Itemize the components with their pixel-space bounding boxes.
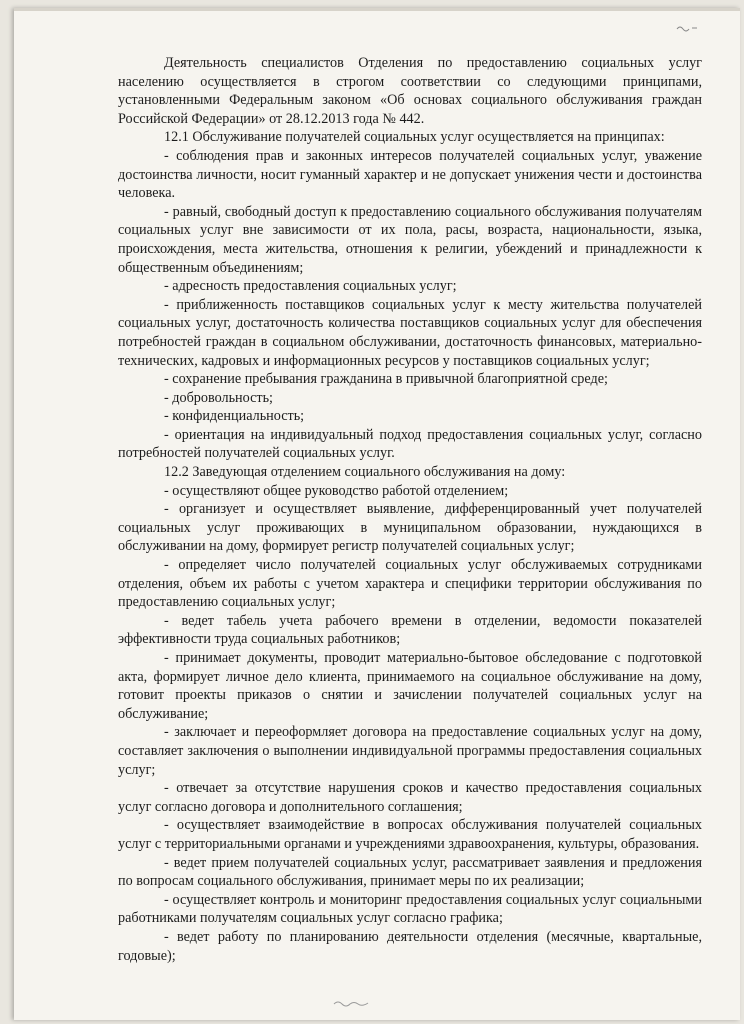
- duty-item: - организует и осуществляет выявление, дифференцированный учет получателей социальных услуг проживающих в муниципальном образовании, нуждающихся в обслуживании на дому, формирует регистр получателей социальных услуг;: [118, 501, 702, 555]
- principle-item: - конфиденциальность;: [164, 408, 305, 425]
- principle-item: - ориентация на индивидуальный подход предоставления социальных услуг, согласно потребностей получателей социальных услуг.: [118, 426, 702, 462]
- duty-item: - осуществляет взаимодействие в вопросах обслуживания получателей социальных услуг с территориальными органами и учреждениями здравоохранения, культуры, образования.: [118, 817, 702, 852]
- page-top-edge: [14, 8, 740, 11]
- section-12-1-heading: 12.1 Обслуживание получателей социальных услуг осуществляется на принципах:: [164, 129, 665, 146]
- document-body: [118, 54, 702, 965]
- duty-item: - принимает документы, проводит материально-бытовое обследование с подготовкой акта, формирует личное дело клиента, принимаемого на социальное обслуживание на дому, готовит проекты приказов о снятии и зачислении получателей социальных услуг на обслуживание;: [118, 650, 702, 722]
- duty-item: - определяет число получателей социальных услуг обслуживаемых сотрудниками отделения, объем их работы с учетом характера и специфики территории обслуживания по предоставлению социальных услуг;: [118, 557, 702, 611]
- principle-item: - адресность предоставления социальных услуг;: [164, 278, 457, 295]
- duty-item: - отвечает за отсутствие нарушения сроков и качество предоставления социальных услуг согласно договора и дополнительного соглашения;: [118, 780, 702, 815]
- duty-item: - осуществляет контроль и мониторинг предоставления социальных услуг социальными работниками получателям социальных услуг согласно графика;: [118, 891, 702, 927]
- principle-item: - равный, свободный доступ к предоставлению социального обслуживания получателям социальных услуг вне зависимости от их пола, расы, возраста, национальности, языка, происхождения, места жительства, отношения к религии, убеждений и принадлежности к общественным объединениям;: [118, 203, 702, 276]
- duty-item: - заключает и переоформляет договора на предоставление социальных услуг на дому, составляет заключения о выполнении индивидуальной программы предоставления социальных услуг;: [118, 724, 702, 778]
- principle-item: - приближенность поставщиков социальных услуг к месту жительства получателей социальных услуг, достаточность количества поставщиков социальных услуг для обеспечения потребностей граждан в социальном обслуживании, достаточность финансовых, материально-технических, кадровых и информационных ресурсов у поставщиков социальных услуг;: [118, 296, 702, 369]
- principle-item: - соблюдения прав и законных интересов получателей социальных услуг, уважение достоинства личности, носит гуманный характер и не допускает унижения чести и достоинства человека.: [118, 147, 702, 202]
- principle-item: - сохранение пребывания гражданина в привычной благоприятной среде;: [164, 371, 608, 388]
- section-12-2-heading: 12.2 Заведующая отделением социального обслуживания на дому:: [164, 464, 566, 481]
- duty-item: - ведет табель учета рабочего времени в отделении, ведомости показателей эффективности труда социальных работников;: [118, 612, 702, 648]
- bottom-scribble-icon: [332, 998, 372, 1008]
- corner-scribble-icon: [676, 24, 698, 32]
- duty-item: - ведет прием получателей социальных услуг, рассматривает заявления и предложения по вопросам социального обслуживания, принимает меры по их реализации;: [118, 854, 702, 890]
- duty-item: - ведет работу по планированию деятельности отделения (месячные, квартальные, годовые);: [118, 928, 702, 964]
- document-page: [14, 8, 740, 1020]
- duty-item: - осуществляют общее руководство работой отделением;: [164, 482, 509, 499]
- intro-paragraph: Деятельность специалистов Отделения по предоставлению социальных услуг населению осуществляется в строгом соответствии со следующими принципами, установленными Федеральным законом «Об основах социального обслуживания граждан Российской Федерации» от 28.12.2013 года № 442.: [118, 55, 702, 127]
- principle-item: - добровольность;: [164, 389, 273, 406]
